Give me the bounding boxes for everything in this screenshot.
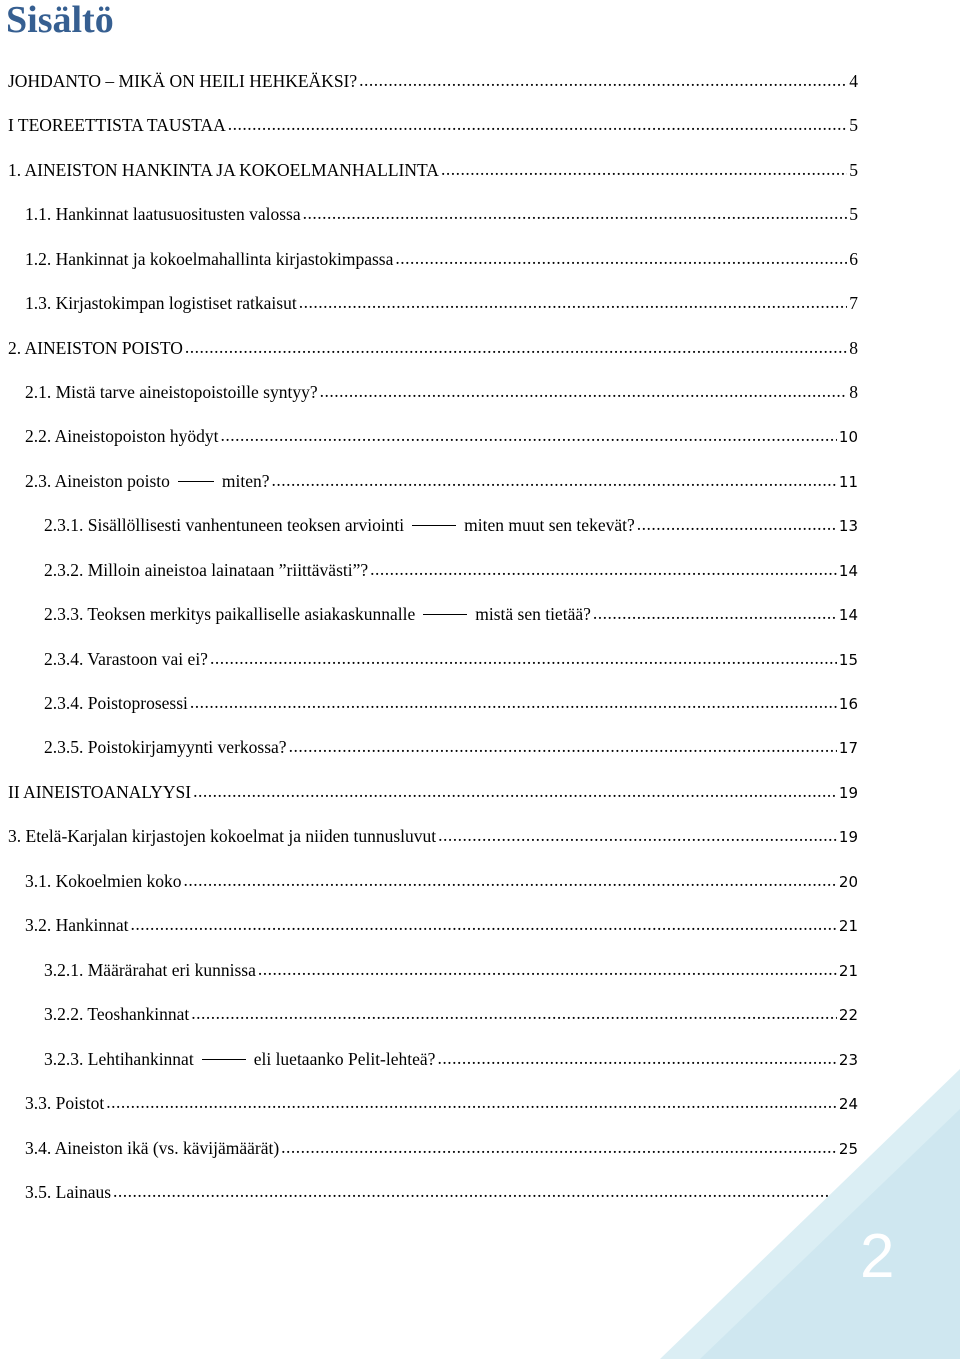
toc-entry[interactable] [25,292,858,314]
toc-entry-page: 19 [838,784,858,802]
toc-entry-text: 2.3.5. Poistokirjamyynti verkossa? [44,737,287,757]
toc-entry-page: 4 [849,71,858,91]
toc-entry-text: 1.1. Hankinnat laatusuositusten valossa [25,204,301,224]
toc-entry-page: 17 [838,739,858,757]
toc-entry-text: 3.4. Aineiston ikä (vs. kävijämäärät) [25,1138,280,1158]
toc-entry-text: 3. Etelä-Karjalan kirjastojen kokoelmat ja niiden tunnusluvut [8,826,437,846]
toc-leader [437,1047,836,1069]
toc-leader [370,558,837,580]
toc-leader [637,513,837,535]
toc-entry-page: 5 [849,160,858,180]
toc-entry[interactable] [44,603,858,625]
toc-entry[interactable] [25,470,858,492]
toc-entry-page: 6 [849,249,858,269]
toc-entry-text: 2.1. Mistä tarve aineistopoistoille syntyy? [25,382,318,402]
toc-leader [228,113,847,135]
toc-entry-text: I TEOREETTISTA TAUSTAA [8,115,226,135]
toc-entry-text: 3.2.1. Määrärahat eri kunnissa [44,960,256,980]
toc-entry[interactable] [8,70,858,92]
toc-leader [593,602,837,624]
toc-leader [131,913,837,935]
toc-leader [210,647,837,669]
toc-entry[interactable] [44,1048,858,1070]
em-dash [202,1059,246,1060]
toc-entry[interactable] [44,514,858,536]
toc-entry-page: 14 [838,606,858,624]
toc-entry-page: 5 [849,204,858,224]
toc-entry-text: 2.3.2. Milloin aineistoa lainataan ”riittävästi”? [44,560,369,580]
toc-leader [185,336,847,358]
toc-entry-text: 2.3.1. Sisällöllisesti vanhentuneen teoksen arviointi miten muut sen tekevät? [44,515,635,535]
toc-entry-text: 2.2. Aineistopoiston hyödyt [25,426,219,446]
toc-entry[interactable] [44,959,858,981]
toc-entry-page: 23 [838,1051,858,1069]
toc-entry[interactable] [44,692,858,714]
toc-entry-text: 2.3. Aineiston poisto miten? [25,471,270,491]
toc-entry-text: 3.2.3. Lehtihankinnat eli luetaanko Pelit-lehteä? [44,1049,436,1069]
toc-leader [193,780,837,802]
toc-entry[interactable] [8,781,858,803]
em-dash [412,525,456,526]
toc-entry[interactable] [8,114,858,136]
toc-leader [395,247,847,269]
toc-leader [220,424,836,446]
toc-leader [438,824,837,846]
toc-entry-page: 19 [838,828,858,846]
em-dash [423,614,467,615]
toc-entry-text: 1.3. Kirjastokimpan logistiset ratkaisut [25,293,297,313]
toc-entry[interactable] [44,559,858,581]
toc-leader [272,469,837,491]
toc-entry[interactable] [44,736,858,758]
page-number: 2 [860,1222,895,1291]
toc-entry[interactable] [8,159,858,181]
toc-entry[interactable] [8,825,858,847]
toc-leader [320,380,848,402]
toc-entry-text: 3.2.2. Teoshankinnat [44,1004,190,1024]
toc-entry[interactable] [44,1003,858,1025]
toc-entry-page: 25 [838,1140,858,1158]
toc-entry[interactable] [8,337,858,359]
toc-entry-page: 10 [838,428,858,446]
toc-leader [303,202,848,224]
toc-entry-page: 8 [849,338,858,358]
toc-leader [359,69,847,91]
toc-entry-text: 1.2. Hankinnat ja kokoelmahallinta kirjastokimpassa [25,249,394,269]
page-title: Sisältö [6,0,114,41]
toc-entry-page: 5 [849,115,858,135]
toc-entry[interactable] [25,914,858,936]
toc-entry-text: 2.3.4. Poistoprosessi [44,693,188,713]
toc-leader [184,869,837,891]
toc-entry-text: II AINEISTOANALYYSI [8,782,192,802]
toc-entry-text: JOHDANTO – MIKÄ ON HEILI HEHKEÄKSI? [8,71,358,91]
toc-entry-page: 11 [838,473,858,491]
toc-entry-page: 14 [838,562,858,580]
em-dash [178,481,214,482]
corner-triangle-dark [700,1109,960,1359]
toc-entry-page: 8 [849,382,858,402]
toc-entry-page: 20 [838,873,858,891]
toc-leader [441,158,847,180]
toc-entry-text: 3.2. Hankinnat [25,915,129,935]
toc-entry-text: 3.3. Poistot [25,1093,105,1113]
toc-entry-page: 21 [838,962,858,980]
toc-entry-text: 2.3.3. Teoksen merkitys paikalliselle asiakaskunnalle mistä sen tietää? [44,604,591,624]
toc-entry-page: 16 [838,695,858,713]
toc-entry[interactable] [44,648,858,670]
toc-leader [191,1002,837,1024]
toc-entry-page: 13 [838,517,858,535]
toc-entry[interactable] [25,870,858,892]
toc-entry-page: 21 [838,917,858,935]
toc-entry-text: 2. AINEISTON POISTO [8,338,183,358]
toc-entry-page: 22 [838,1006,858,1024]
toc-entry-text: 3.1. Kokoelmien koko [25,871,182,891]
toc-entry[interactable] [25,248,858,270]
toc-entry-text: 2.3.4. Varastoon vai ei? [44,649,208,669]
toc-entry-page: 24 [838,1095,858,1113]
toc-leader [190,691,837,713]
toc-entry[interactable] [25,381,858,403]
toc-leader [258,958,837,980]
page-corner-decoration [660,1069,960,1359]
toc-entry-page: 7 [849,293,858,313]
toc-entry[interactable] [25,203,858,225]
toc-entry-page: 15 [838,651,858,669]
toc-leader [299,291,848,313]
toc-leader [289,735,837,757]
toc-entry[interactable] [25,425,858,447]
toc-entry-text: 1. AINEISTON HANKINTA JA KOKOELMANHALLINTA [8,160,439,180]
toc-entry-text: 3.5. Lainaus [25,1182,112,1202]
